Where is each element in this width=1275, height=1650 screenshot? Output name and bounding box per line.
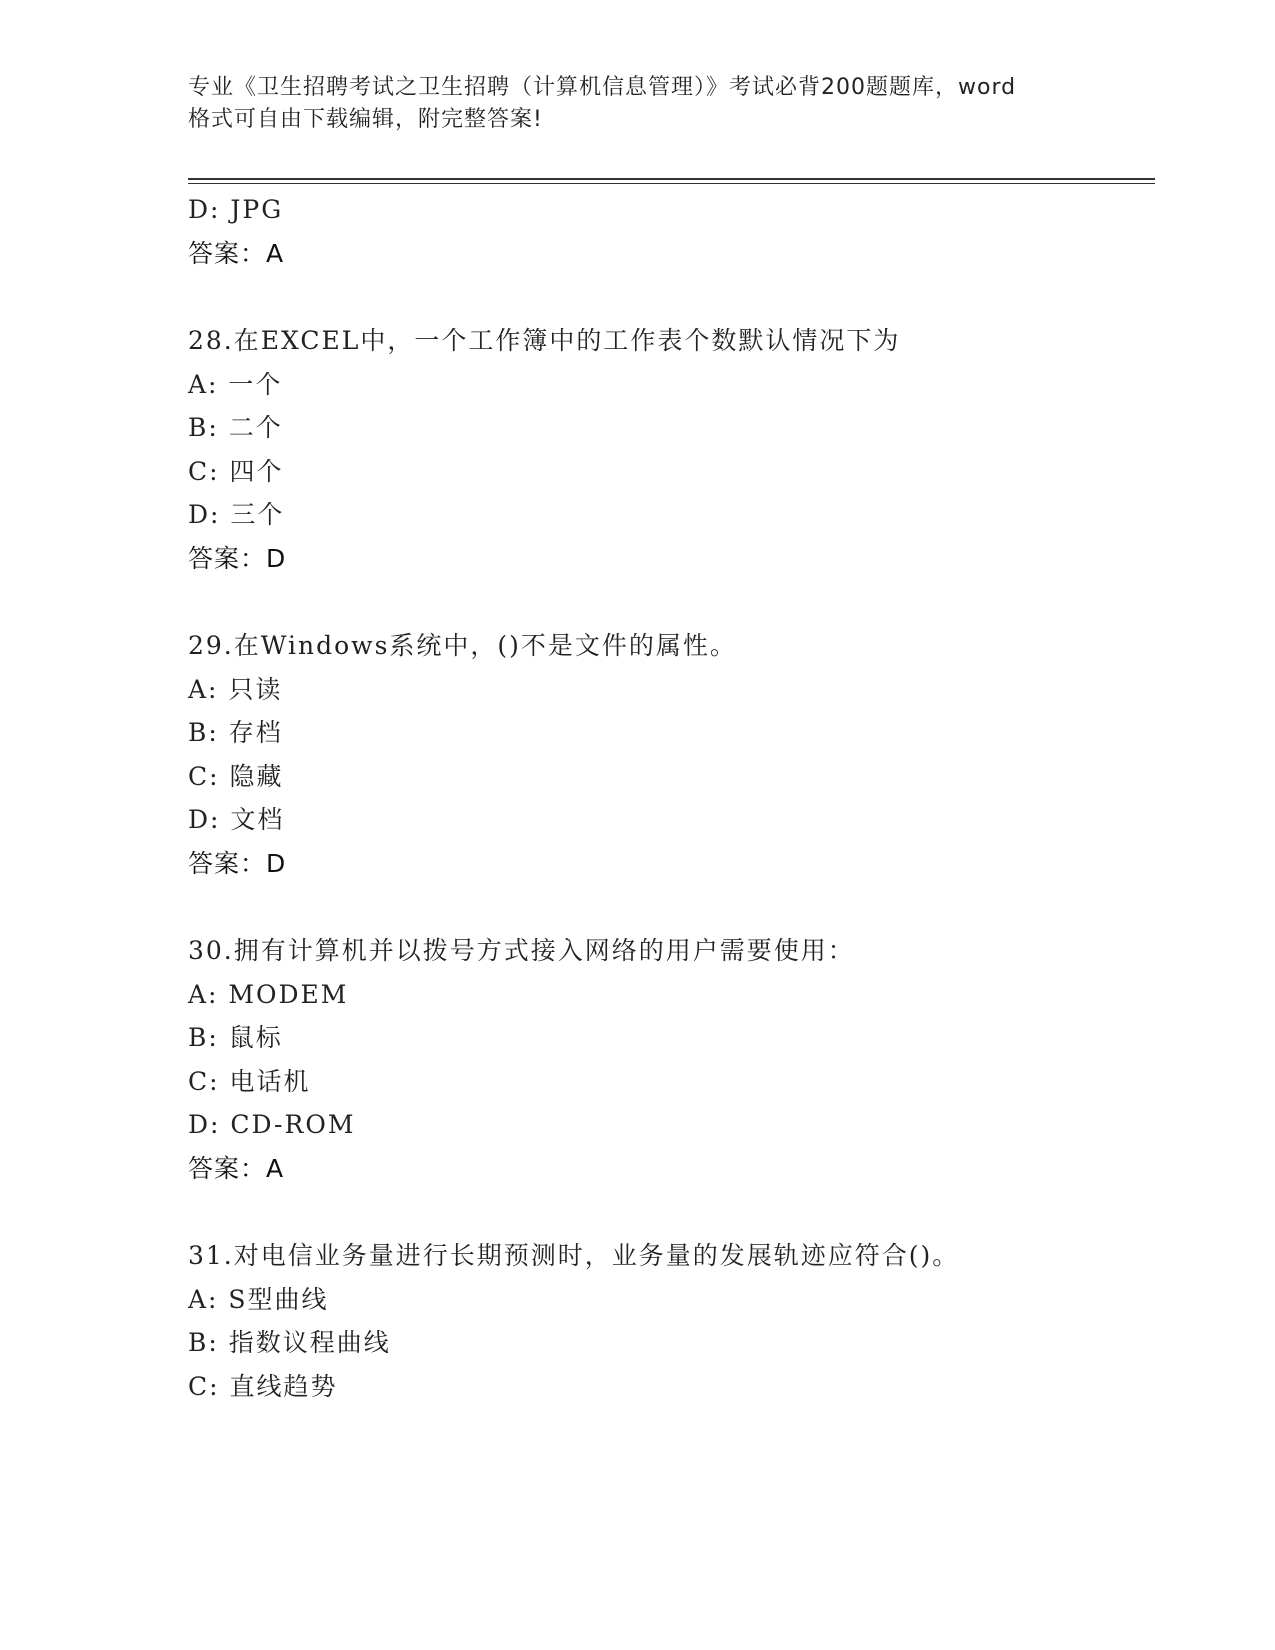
- option-line: C: 四个: [188, 457, 284, 486]
- question-line: 31.对电信业务量进行长期预测时，业务量的发展轨迹应符合()。: [188, 1241, 960, 1270]
- option-line: D: 三个: [188, 500, 285, 529]
- option-line: C: 隐藏: [188, 762, 284, 791]
- header-line-1: 专业《卫生招聘考试之卫生招聘（计算机信息管理）》考试必背200题题库，word: [188, 75, 1017, 100]
- header-line-2: 格式可自由下载编辑，附完整答案!: [188, 107, 543, 132]
- option-line: B: 存档: [188, 718, 283, 747]
- option-line: D: 文档: [188, 805, 285, 834]
- question-line: 28.在EXCEL中，一个工作簿中的工作表个数默认情况下为: [188, 326, 901, 355]
- option-line: A: MODEM: [188, 980, 349, 1009]
- option-line: A: S型曲线: [188, 1285, 329, 1314]
- option-line: C: 电话机: [188, 1067, 311, 1096]
- answer-line: 答案：D: [188, 849, 287, 878]
- question-line: 29.在Windows系统中，()不是文件的属性。: [188, 631, 737, 660]
- answer-line: 答案：A: [188, 239, 285, 268]
- option-line: B: 二个: [188, 413, 283, 442]
- option-line: B: 鼠标: [188, 1023, 283, 1052]
- option-line: D: JPG: [188, 195, 284, 224]
- document-header: [188, 72, 1088, 136]
- answer-line: 答案：D: [188, 544, 287, 573]
- option-line: A: 一个: [188, 370, 283, 399]
- header-divider-thick: [188, 178, 1155, 180]
- question-line: 30.拥有计算机并以拨号方式接入网络的用户需要使用：: [188, 936, 855, 965]
- answer-line: 答案：A: [188, 1154, 285, 1183]
- header-divider-thin: [188, 183, 1155, 184]
- option-line: B: 指数议程曲线: [188, 1328, 391, 1357]
- option-line: D: CD-ROM: [188, 1110, 356, 1139]
- option-line: C: 直线趋势: [188, 1372, 338, 1401]
- option-line: A: 只读: [188, 675, 283, 704]
